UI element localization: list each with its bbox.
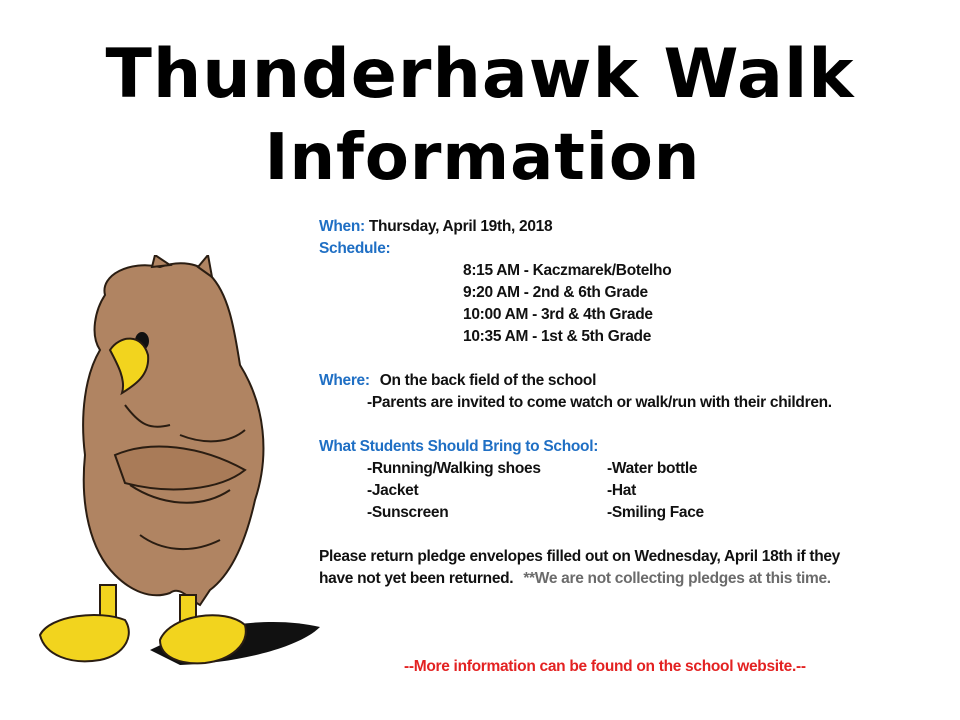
where-line	[319, 370, 939, 392]
bring-item-right: -Water bottle	[607, 460, 698, 477]
bring-item-right: -Smiling Face	[607, 504, 704, 521]
schedule-item: 10:00 AM - 3rd & 4th Grade	[463, 306, 653, 323]
schedule-label: Schedule:	[319, 240, 391, 257]
bring-label: What Students Should Bring to School:	[319, 438, 599, 455]
when-value: Thursday, April 19th, 2018	[368, 218, 553, 235]
where-label: Where:	[319, 372, 370, 389]
pledge-line2	[319, 568, 939, 590]
bring-row	[319, 502, 939, 524]
where-note: -Parents are invited to come watch or walk/run with their children.	[367, 394, 832, 411]
bring-item-right: -Hat	[607, 482, 636, 499]
page-title-line1: Thunderhawk Walk	[105, 35, 855, 114]
bring-item-left: -Running/Walking shoes	[367, 460, 541, 477]
schedule-item: 9:20 AM - 2nd & 6th Grade	[463, 284, 648, 301]
bring-row	[319, 480, 939, 502]
bring-item-left: -Sunscreen	[367, 504, 449, 521]
pledge-note: **We are not collecting pledges at this time.	[523, 570, 831, 587]
schedule-item: 8:15 AM - Kaczmarek/Botelho	[463, 262, 672, 279]
bring-item-left: -Jacket	[367, 482, 419, 499]
schedule-item: 10:35 AM - 1st & 5th Grade	[463, 328, 652, 345]
when-label: When:	[319, 218, 365, 235]
pledge-text: have not yet been returned.	[319, 570, 514, 587]
footer-note: --More information can be found on the school website.--	[404, 658, 806, 675]
where-value: On the back field of the school	[379, 372, 597, 389]
page-title-line2: Information	[264, 121, 701, 195]
when-line	[319, 216, 939, 238]
hawk-mascot-icon	[30, 255, 330, 685]
event-info	[319, 216, 939, 590]
bring-row	[319, 458, 939, 480]
pledge-line1: Please return pledge envelopes filled out on Wednesday, April 18th if they	[319, 548, 840, 565]
